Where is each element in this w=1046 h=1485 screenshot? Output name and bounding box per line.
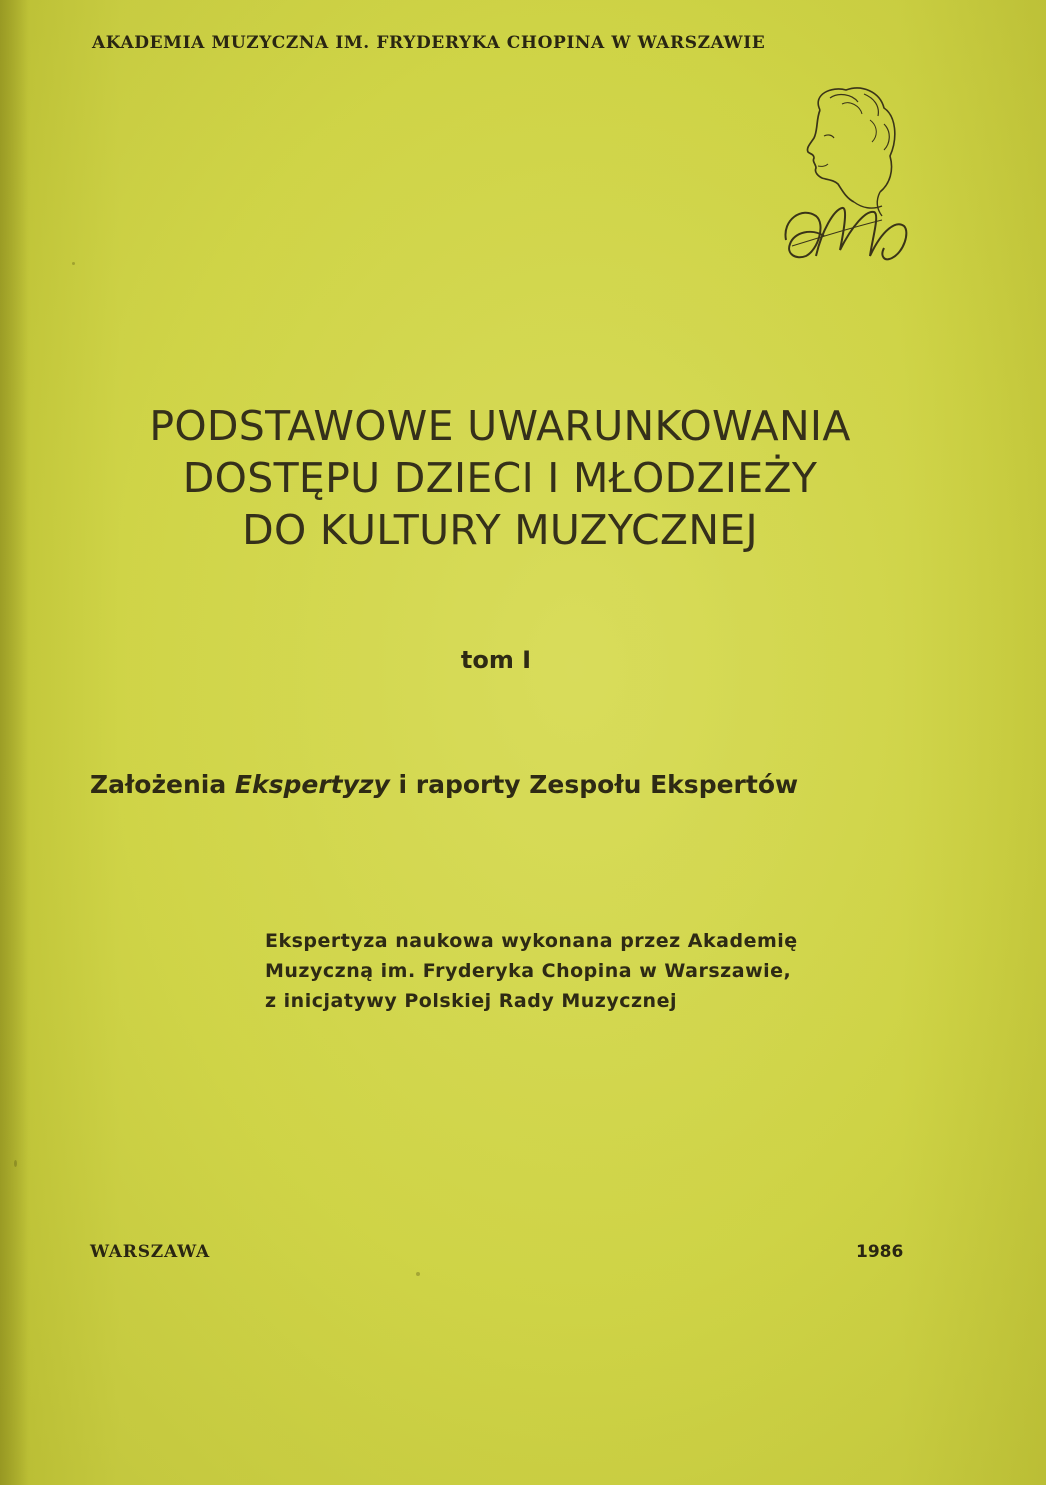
paper-speck (72, 262, 75, 265)
publication-year: 1986 (856, 1242, 904, 1262)
title-line: DOSTĘPU DZIECI I MŁODZIEŻY (182, 454, 818, 502)
expertise-note (265, 926, 945, 1016)
subtitle-part: i raporty Zespołu Ekspertów (389, 770, 799, 799)
spine-shadow (0, 0, 28, 1485)
note-line: z inicjatywy Polskiej Rady Muzycznej (265, 990, 677, 1012)
subtitle-part: Założenia (90, 770, 235, 799)
title-line: PODSTAWOWE UWARUNKOWANIA (149, 402, 851, 450)
chopin-profile-monogram-logo (772, 80, 912, 270)
paper-speck (14, 1160, 17, 1167)
subtitle (90, 770, 950, 799)
institution-name: AKADEMIA MUZYCZNA IM. FRYDERYKA CHOPINA W WARSZAWIE (92, 33, 766, 53)
paper-speck (416, 1272, 420, 1276)
title-line: DO KULTURY MUZYCZNEJ (242, 506, 758, 554)
publication-place: WARSZAWA (90, 1242, 210, 1262)
book-title (60, 400, 940, 556)
subtitle-italic: Ekspertyzy (234, 770, 390, 799)
note-line: Muzyczną im. Fryderyka Chopina w Warszawie, (265, 960, 792, 982)
note-line: Ekspertyza naukowa wykonana przez Akademię (265, 930, 798, 952)
volume-label: tom I (460, 646, 532, 674)
